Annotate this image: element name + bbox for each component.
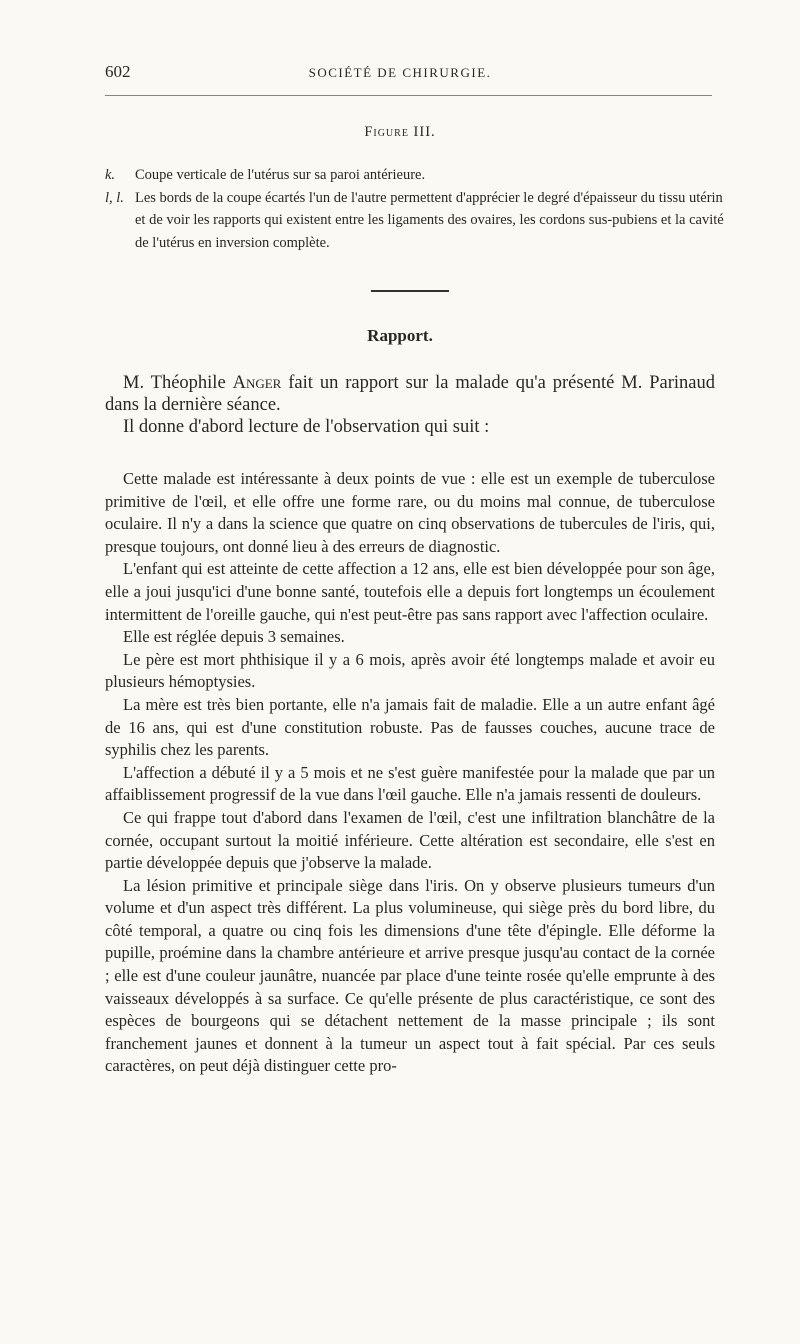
report-intro xyxy=(105,372,715,438)
intro-text-before: M. Théophile xyxy=(123,373,226,393)
figure-legend-item xyxy=(105,164,725,187)
figure-legend-item xyxy=(105,187,725,255)
intro-paragraph xyxy=(105,372,715,416)
observation-paragraph: La lésion primitive et principale siège dans l'iris. On y observe plusieurs tumeurs d'un volume et d'un aspect très différent. La plus volumineuse, qui siège près du bord libre, du côté temporal, a quatre ou cinq fois les dimensions d'une tête d'épingle. Elle déforme la pupille, proémine dans la chambre antérieure et arrive presque jusqu'au contact de la cornée ; elle est d'une couleur jaunâtre, nuancée par place d'une teinte rosée qu'elle emprunte à des vaisseaux développés à sa surface. Ce qu'elle présente de plus caractéristique, ce sont des espèces de bourgeons qui se détachent nettement de la masse principale ; ils sont franchement jaunes et donnent à la tumeur un aspect tout à fait spécial. Par ces seuls caractères, on peut déjà distinguer cette pro- xyxy=(105,875,715,1076)
figure-legend-key: k. xyxy=(105,167,116,183)
observation-paragraph: Ce qui frappe tout d'abord dans l'examen de l'œil, c'est une infiltration blanchâtre de la cornée, occupant surtout la moitié inférieure. Cette altération est secondaire, elle s'est en partie développée depuis que j'observe la malade. xyxy=(105,807,715,873)
observation-paragraph: Le père est mort phthisique il y a 6 mois, après avoir été longtemps malade et avoir eu plusieurs hémoptysies. xyxy=(105,649,715,692)
figure-legend-text: Coupe verticale de l'utérus sur sa paroi antérieure. xyxy=(135,167,426,183)
figure-legend xyxy=(105,164,725,254)
observation-paragraph: Cette malade est intéressante à deux points de vue : elle est un exemple de tuberculose primitive de l'œil, et elle offre une forme rare, ou du moins mal connue, de tuberculose oculaire. Il n'y a dans la science que quatre on cinq observations de tubercules de l'iris, qui, presque toujours, ont donné lieu à des erreurs de diagnostic. xyxy=(105,469,715,556)
figure-legend-text: Les bords de la coupe écartés l'un de l'autre permettent d'apprécier le degré d'épaisseur du tissu utérin et de voir les rapports qui existent entre les ligaments des ovaires, les cordons sus-pubiens et la cavité de l'utérus en inversion complète. xyxy=(135,189,724,251)
observation-body xyxy=(105,468,715,1078)
figure-legend-key: l, l. xyxy=(105,189,124,206)
page-number: 602 xyxy=(105,62,131,81)
intro-text-after: fait un rapport sur la malade qu'a présenté M. Parinaud dans la dernière séance. xyxy=(105,373,716,415)
observation-paragraph: L'affection a débuté il y a 5 mois et ne s'est guère manifestée pour la malade que par un affaiblissement progressif de la vue dans l'œil gauche. Elle n'a jamais ressenti de douleurs. xyxy=(105,762,715,805)
section-divider xyxy=(371,290,449,292)
intro-paragraph: Il donne d'abord lecture de l'observation qui suit : xyxy=(123,417,490,437)
running-head: SOCIÉTÉ DE CHIRURGIE. xyxy=(308,65,492,80)
figure-title: Figure III. xyxy=(364,124,436,140)
observation-paragraph: La mère est très bien portante, elle n'a jamais fait de maladie. Elle a un autre enfant âgé de 16 ans, qui est d'une constitution robuste. Pas de fausses couches, aucune trace de syphilis chez les parents. xyxy=(105,694,715,760)
section-title: Rapport. xyxy=(367,326,433,345)
author-name: Anger xyxy=(232,373,282,393)
header-rule xyxy=(105,95,712,96)
observation-paragraph: Elle est réglée depuis 3 semaines. xyxy=(123,627,345,647)
observation-paragraph: L'enfant qui est atteinte de cette affection a 12 ans, elle est bien développée pour son âge, elle a joui jusqu'ici d'une bonne santé, toutefois elle a depuis fort longtemps un écoulement intermittent de l'oreille gauche, qui n'est peut-être pas sans rapport avec l'affection oculaire. xyxy=(105,559,715,624)
